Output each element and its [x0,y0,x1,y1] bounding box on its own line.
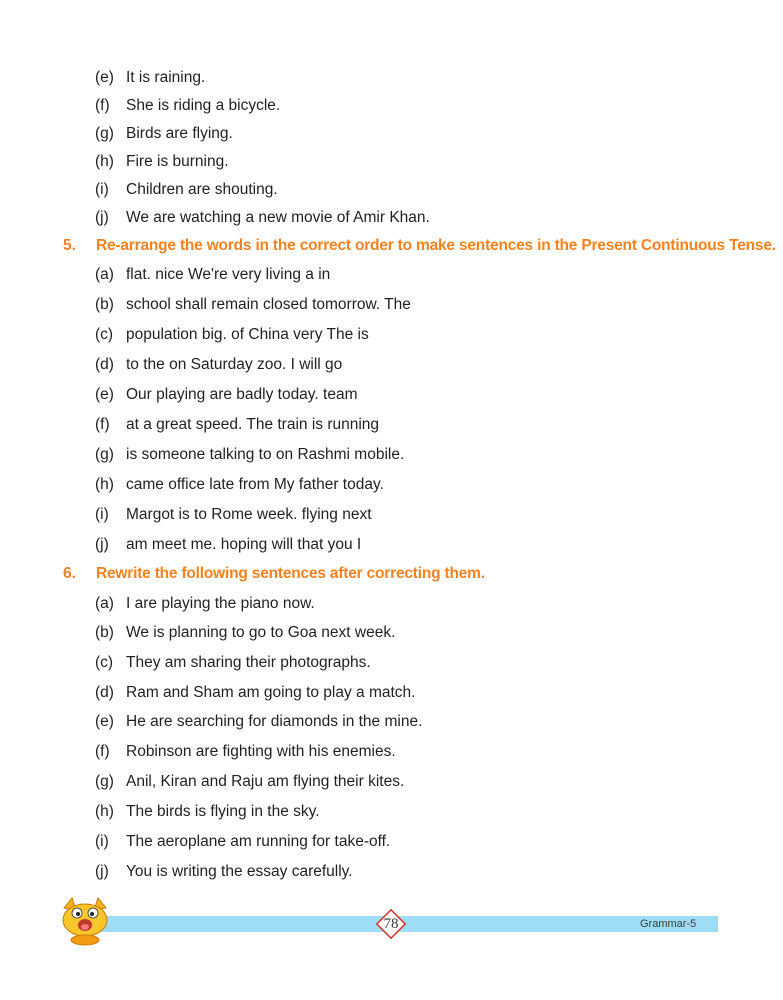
item-label: (g) [95,446,114,463]
item-text: The birds is flying in the sky. [126,803,320,820]
item-text: Birds are flying. [126,125,233,142]
item-label: (h) [95,803,114,820]
item-text: population big. of China very The is [126,326,369,343]
item-text: to the on Saturday zoo. I will go [126,356,343,373]
item-label: (e) [95,69,114,86]
item-label: (a) [95,595,114,612]
page-number: 78 [383,916,399,932]
section-number: 6. [63,565,76,582]
item-label: (g) [95,773,114,790]
item-text: Margot is to Rome week. flying next [126,506,372,523]
item-label: (i) [95,181,109,198]
footer-bar [98,916,718,932]
item-text: school shall remain closed tomorrow. The [126,296,411,313]
item-label: (g) [95,125,114,142]
item-label: (a) [95,266,114,283]
item-text: The aeroplane am running for take-off. [126,833,391,850]
item-label: (c) [95,326,114,343]
item-text: Children are shouting. [126,181,278,198]
item-label: (d) [95,684,114,701]
item-text: Ram and Sham am going to play a match. [126,684,416,701]
item-label: (h) [95,153,114,170]
section-instruction: Re-arrange the words in the correct order to make sentences in the Present Continuous Tense. [96,237,776,254]
item-label: (j) [95,536,109,553]
item-label: (c) [95,654,114,671]
cartoon-mascot-icon [58,896,112,946]
item-text: flat. nice We're very living a in [126,266,331,283]
item-label: (j) [95,209,109,226]
item-label: (e) [95,713,114,730]
item-label: (d) [95,356,114,373]
item-text: Anil, Kiran and Raju am flying their kites. [126,773,405,790]
item-text: You is writing the essay carefully. [126,863,353,880]
item-label: (h) [95,476,114,493]
item-text: Robinson are fighting with his enemies. [126,743,396,760]
item-label: (b) [95,624,114,641]
section-number: 5. [63,237,76,254]
item-label: (b) [95,296,114,313]
section-instruction: Rewrite the following sentences after correcting them. [96,565,485,582]
item-label: (i) [95,833,109,850]
item-text: We are watching a new movie of Amir Khan. [126,209,430,226]
item-text: at a great speed. The train is running [126,416,380,433]
item-text: is someone talking to on Rashmi mobile. [126,446,405,463]
item-text: He are searching for diamonds in the mine. [126,713,423,730]
item-label: (f) [95,97,110,114]
item-text: Our playing are badly today. team [126,386,358,403]
item-text: I are playing the piano now. [126,595,315,612]
item-text: It is raining. [126,69,206,86]
item-text: They am sharing their photographs. [126,654,371,671]
item-label: (e) [95,386,114,403]
item-label: (f) [95,416,110,433]
item-text: She is riding a bicycle. [126,97,281,114]
item-text: am meet me. hoping will that you I [126,536,362,553]
item-label: (i) [95,506,109,523]
item-label: (j) [95,863,109,880]
item-label: (f) [95,743,110,760]
item-text: Fire is burning. [126,153,229,170]
item-text: We is planning to go to Goa next week. [126,624,396,641]
book-title: Grammar-5 [640,918,697,930]
item-text: came office late from My father today. [126,476,384,493]
